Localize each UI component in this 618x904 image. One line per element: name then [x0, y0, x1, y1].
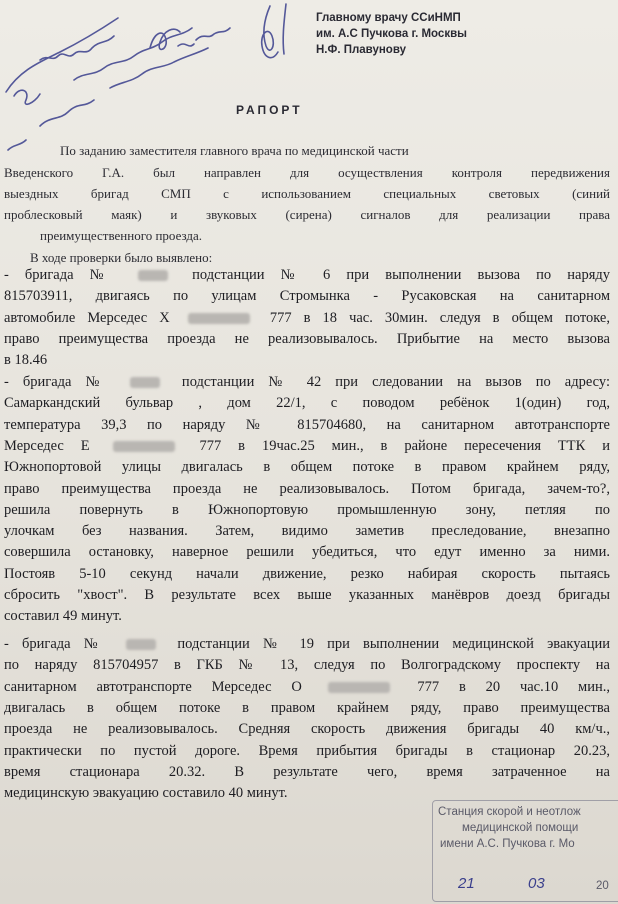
finding-line: Южнопортовой улицы двигалась в общем потоке в правом крайнем ряду,: [4, 459, 610, 476]
redacted-text: [126, 639, 156, 650]
redacted-text: [328, 682, 390, 693]
addressee-line: Главному врачу ССиНМП: [316, 12, 461, 24]
finding-line: время стационара 20.32. В результате чего, время затраченное на: [4, 763, 610, 780]
stamp-date-day: 21: [458, 875, 475, 892]
finding-line: - бригада № подстанции № 42 при следовании на вызов по адресу:: [4, 374, 611, 390]
finding-line: право преимущества проезда не реализовывалось. Прибытие на место вызова: [4, 330, 610, 347]
finding-line: в 18.46: [4, 352, 48, 369]
redacted-text: [138, 270, 168, 281]
finding-line: составил 49 минут.: [4, 608, 122, 625]
intro-line: Введенского Г.А. был направлен для осуществления контроля передвижения: [4, 165, 610, 180]
addressee-line: им. А.С Пучкова г. Москвы: [316, 28, 467, 40]
finding-line: автомобиле Мерседес Х 777 в 18 час. 30мин. следуя в общем потоке,: [4, 309, 610, 326]
finding-line: решила повернуть в Южнопортовую промышленную зону, петляя по: [4, 501, 610, 518]
addressee-line: Н.Ф. Плавунову: [316, 44, 407, 56]
finding-line: сбросить "хвост". В результате всех выше указанных манёвров доезд бригады: [4, 587, 610, 603]
finding-line: температура 39,3 по наряду № 815704680, на санитарном автотранспорте: [4, 416, 610, 433]
finding-line: 815703911, двигаясь по улицам Стромынка - Русаковская на санитарном: [4, 288, 610, 305]
finding-line: Самаркандский бульвар , дом 22/1, с поводом ребёнок 1(один) год,: [4, 395, 610, 412]
intro-line: В ходе проверки было выявлено:: [30, 250, 213, 265]
handwritten-resolution: [0, 0, 300, 160]
document-title: РАПОРТ: [236, 103, 303, 117]
finding-line: по наряду 815704957 в ГКБ № 13, следуя по Волгоградскому проспекту на: [4, 657, 610, 674]
addressee-block: [316, 10, 467, 58]
intro-line: По заданию заместителя главного врача по медицинской части: [60, 143, 409, 158]
intro-line: проблесковый маяк) и звуковых (сирена) сигналов для реализации права: [4, 207, 610, 222]
finding-line: проезда не реализовывалось. Средняя скорость движения бригады 40 км/ч.,: [4, 721, 610, 738]
stamp-line: медицинской помощи: [462, 822, 579, 834]
finding-line: практически по пустой дороге. Время прибытия бригады в стационар 20.23,: [4, 742, 610, 759]
finding-line: совершила остановку, наверное решили убедиться, что едут именно за ними.: [4, 544, 610, 561]
finding-line: двигалась в общем потоке в правом крайнем ряду, право преимущества: [4, 699, 610, 716]
redacted-text: [113, 441, 175, 452]
registration-stamp: [428, 798, 618, 904]
finding-line: санитарном автотранспорте Мерседес О 777 в 20 час.10 мин.,: [4, 678, 610, 695]
finding-line: Постояв 5-10 секунд начали движение, резко набирая скорость пытаясь: [4, 565, 610, 582]
stamp-date-month: 03: [528, 875, 545, 892]
stamp-line: Станция скорой и неотлож: [438, 806, 581, 818]
redacted-text: [130, 377, 160, 388]
finding-line: - бригада № подстанции № 6 при выполнении вызова по наряду: [4, 267, 610, 283]
stamp-line: имени А.С. Пучкова г. Мо: [440, 838, 575, 850]
finding-line: - бригада № подстанции № 19 при выполнении медицинской эвакуации: [4, 636, 610, 652]
finding-line: улочкам без названия. Затем, видимо заметив преследование, внезапно: [4, 523, 610, 540]
stamp-date-year: 20: [596, 880, 609, 892]
finding-line: право преимущества проезда не реализовывалось. Потом бригада, зачем-то?,: [4, 480, 610, 497]
finding-line: медицинскую эвакуацию составило 40 минут.: [4, 785, 288, 802]
intro-line: выездных бригад СМП с использованием специальных световых (синий: [4, 186, 610, 201]
finding-line: Мерседес Е 777 в 19час.25 мин., в районе пересечения ТТК и: [4, 437, 610, 454]
intro-line: преимущественного проезда.: [40, 228, 203, 243]
redacted-text: [188, 313, 250, 324]
